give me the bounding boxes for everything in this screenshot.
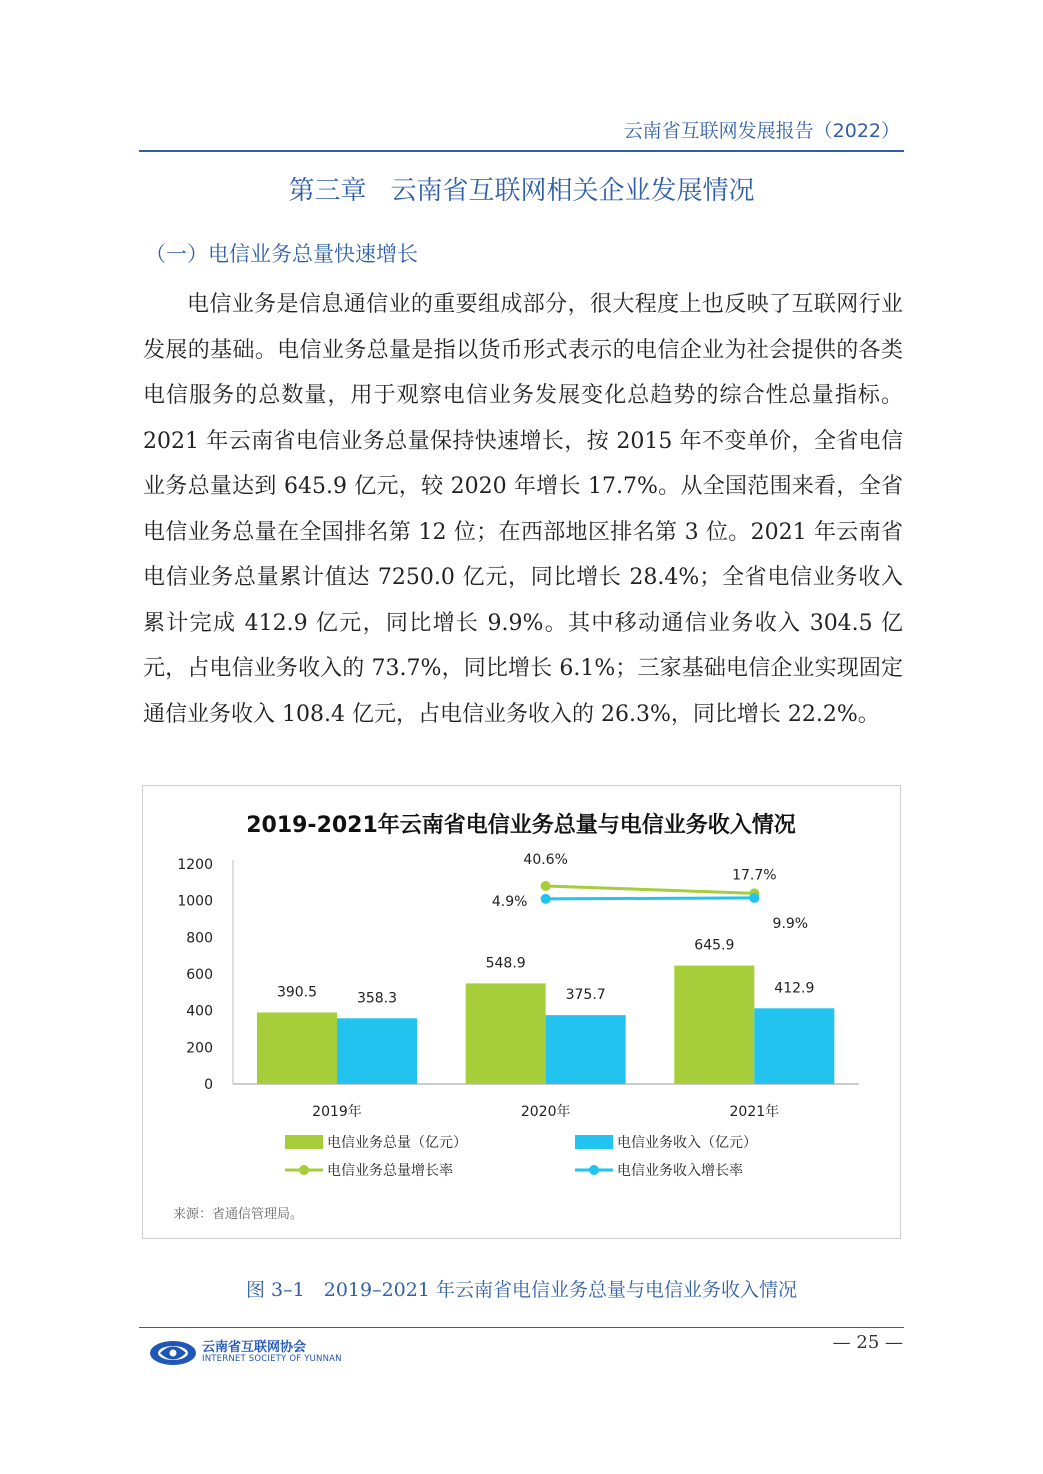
legend-swatch <box>285 1135 323 1149</box>
page-number: — 25 — <box>832 1332 903 1353</box>
legend-marker <box>589 1165 599 1175</box>
growth-point <box>541 894 551 904</box>
bar-total <box>466 983 546 1084</box>
legend-marker <box>299 1165 309 1175</box>
chapter-heading <box>0 170 1043 207</box>
chart-title: 2019-2021年云南省电信业务总量与电信业务收入情况 <box>246 813 796 838</box>
bar-data-label: 358.3 <box>356 990 398 1007</box>
bar-data-label: 375.7 <box>565 987 606 1004</box>
y-tick-label: 800 <box>186 930 213 947</box>
growth-line <box>546 886 755 893</box>
org-name: 云南省互联网协会 <box>202 1340 307 1355</box>
bar-revenue <box>337 1018 417 1084</box>
legend-label: 电信业务收入增长率 <box>617 1163 743 1179</box>
bar-data-label: 645.9 <box>694 937 735 954</box>
bar-data-label: 548.9 <box>485 955 526 972</box>
legend-swatch <box>575 1135 613 1149</box>
legend-label: 电信业务总量（亿元） <box>327 1135 467 1151</box>
header-divider <box>139 150 904 152</box>
growth-data-label: 9.9% <box>772 915 809 932</box>
growth-line <box>546 898 755 899</box>
x-tick-label: 2020年 <box>520 1104 571 1120</box>
chapter-number: 第三章 <box>288 176 367 206</box>
chart-svg <box>143 786 900 1238</box>
body-text <box>143 282 903 737</box>
bar-total <box>257 1012 337 1084</box>
bar-revenue <box>754 1008 834 1084</box>
body-paragraph: 电信业务是信息通信业的重要组成部分，很大程度上也反映了互联网行业发展的基础。电信业务总量是指以货币形式表示的电信企业为社会提供的各类电信服务的总数量，用于观察电信业务发展变化总趋势的综合性总量指标。2021 年云南省电信业务总量保持快速增长，按 2015 年不变单价，全省电信业务总量达到 645.9 亿元，较 2020 年增长 17.7%。从全国范围来看，全省电信业务总量在全国排名第 12 位；在西部地区排名第 3 位。2021 年云南省电信业务总量累计值达 7250.0 亿元，同比增长 28.4%；全省电信业务收入累计完成 412.9 亿元，同比增长 9.9%。其中移动通信业务收入 304.5 亿元，占电信业务收入的 73.7%，同比增长 6.1%；三家基础电信企业实现固定通信业务收入 108.4 亿元，占电信业务收入的 26.3%，同比增长 22.2%。 <box>143 292 903 727</box>
chart-figure <box>142 785 901 1239</box>
bar-data-label: 390.5 <box>276 984 318 1001</box>
growth-point <box>541 881 551 891</box>
report-header-title: 云南省互联网发展报告（2022） <box>623 120 900 142</box>
x-tick-label: 2019年 <box>312 1104 362 1120</box>
org-name-en: INTERNET SOCIETY OF YUNNAN <box>202 1354 342 1364</box>
bar-data-label: 412.9 <box>774 980 815 997</box>
y-tick-label: 1000 <box>177 893 213 910</box>
y-tick-label: 0 <box>204 1077 213 1093</box>
growth-data-label: 4.9% <box>491 893 528 910</box>
association-logo-icon <box>148 1338 198 1368</box>
y-tick-label: 1200 <box>177 857 213 873</box>
y-tick-label: 600 <box>186 967 213 983</box>
legend-label: 电信业务总量增长率 <box>327 1163 453 1179</box>
chapter-title: 云南省互联网相关企业发展情况 <box>390 176 755 206</box>
bar-total <box>674 966 754 1084</box>
y-tick-label: 200 <box>186 1040 213 1057</box>
chart-source: 来源：省通信管理局。 <box>173 1207 304 1222</box>
growth-data-label: 17.7% <box>732 867 777 884</box>
growth-data-label: 40.6% <box>523 852 568 868</box>
growth-point <box>749 893 759 903</box>
figure-caption: 图 3–1 2019–2021 年云南省电信业务总量与电信业务收入情况 <box>246 1279 797 1301</box>
x-tick-label: 2021年 <box>729 1104 780 1120</box>
section-heading: （一）电信业务总量快速增长 <box>145 242 418 266</box>
legend-label: 电信业务收入（亿元） <box>617 1135 757 1151</box>
bar-revenue <box>546 1015 626 1084</box>
y-tick-label: 400 <box>186 1003 213 1020</box>
footer-divider <box>139 1327 904 1328</box>
